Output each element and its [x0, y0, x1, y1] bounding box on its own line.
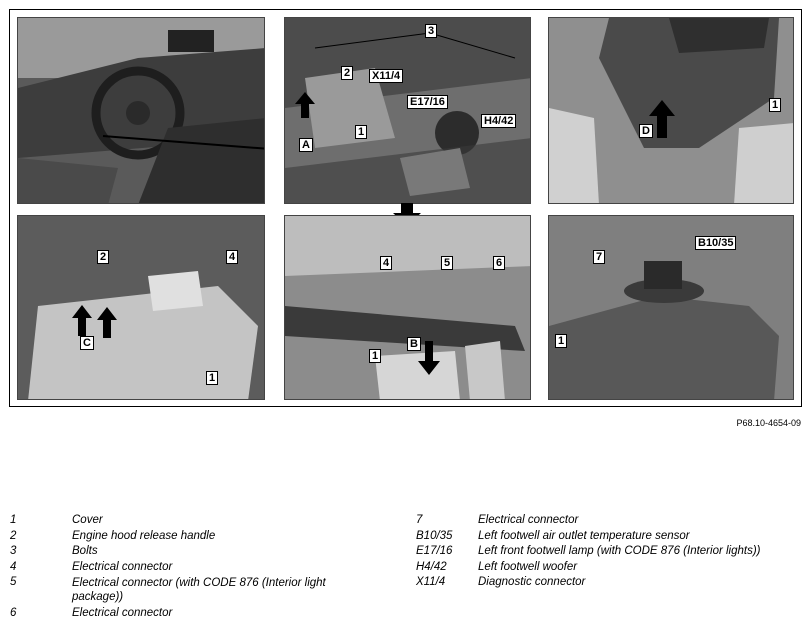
callout-label: A [299, 138, 313, 152]
callout-label: 1 [355, 125, 367, 139]
callout-label: 1 [555, 334, 567, 348]
figure-reference-code: P68.10-4654-09 [736, 418, 801, 428]
panel-connector-left [17, 215, 265, 400]
callout-label: 1 [206, 371, 218, 385]
callout-label: B [407, 337, 421, 351]
callout-label: 4 [226, 250, 238, 264]
underside-photo [285, 216, 531, 400]
callout-label: B10/35 [695, 236, 736, 250]
cover-photo [549, 18, 794, 204]
callout-label: C [80, 336, 94, 350]
callout-label: 4 [380, 256, 392, 270]
footwell-photo [285, 18, 531, 204]
legend-left: 1 Cover 2 Engine hood release handle 3 Bolts 4 Electrical connector 5 Electrical connector (with CODE 876 (Interior light package)) 6 Electrical connector [10, 514, 326, 619]
callout-label: X11/4 [369, 69, 403, 83]
connector-photo [18, 216, 265, 400]
panel-cover-detail [548, 17, 794, 204]
panel-temperature-sensor [548, 215, 794, 400]
callout-label: D [639, 124, 653, 138]
panel-interior-overview [17, 17, 265, 204]
panel-cover-underside [284, 215, 531, 400]
callout-label: 7 [593, 250, 605, 264]
callout-label: H4/42 [481, 114, 516, 128]
callout-label: 5 [441, 256, 453, 270]
callout-label: 2 [97, 250, 109, 264]
legend-right: 7 Electrical connector B10/35 Left footwell air outlet temperature sensor E17/16 Left front footwell lamp (with CODE 876 (Interior lights)) H4/42 Left footwell woofer X11/4 Diagnostic connector [416, 514, 761, 588]
callout-label: 2 [341, 66, 353, 80]
callout-label: E17/16 [407, 95, 448, 109]
callout-label: 1 [369, 349, 381, 363]
sensor-photo [549, 216, 794, 400]
callout-label: 3 [425, 24, 437, 38]
callout-label: 6 [493, 256, 505, 270]
interior-photo [18, 18, 265, 204]
panel-footwell-left [284, 17, 531, 204]
callout-label: 1 [769, 98, 781, 112]
